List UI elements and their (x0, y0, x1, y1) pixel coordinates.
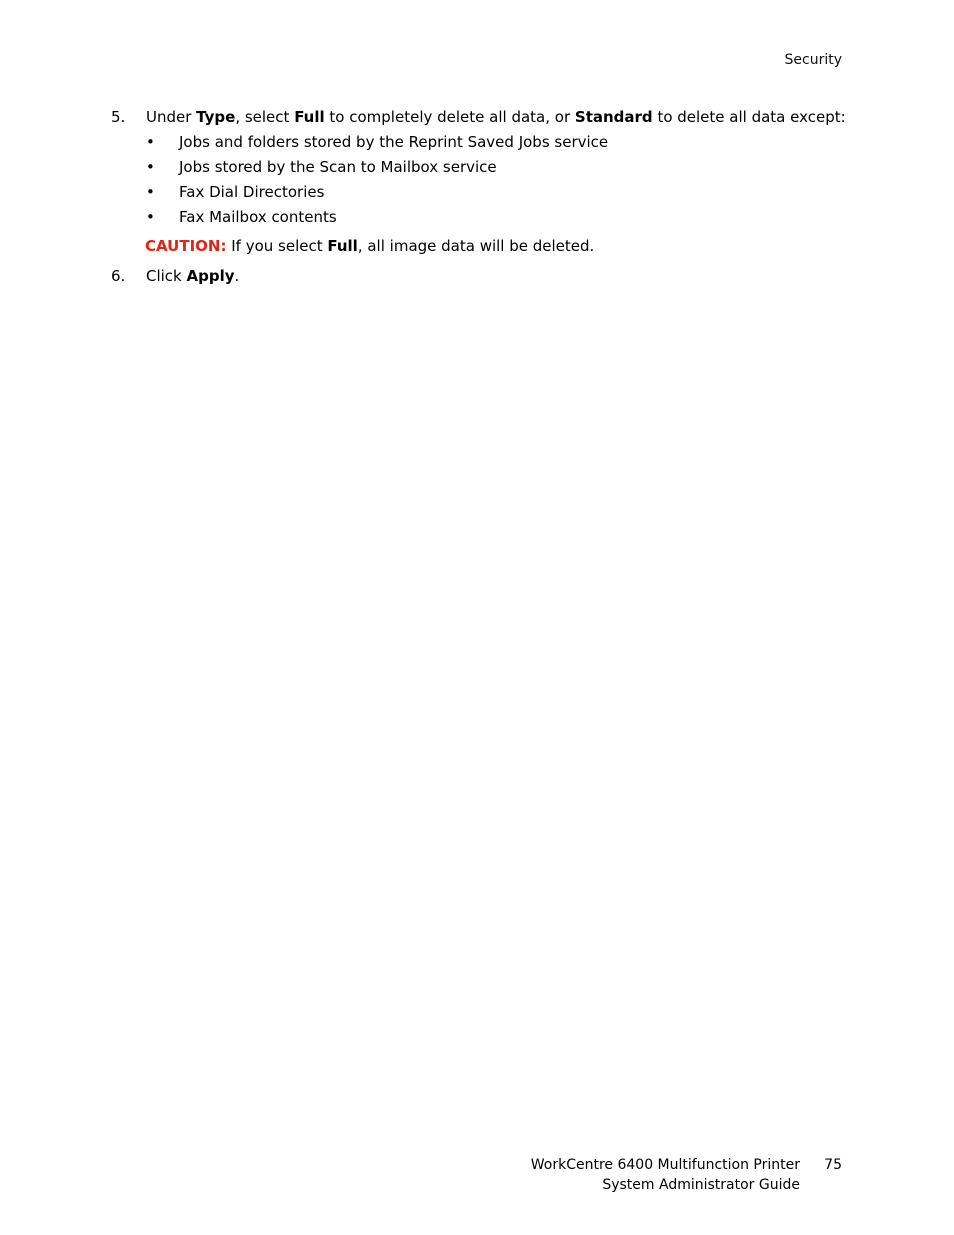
running-header-section: Security (784, 52, 842, 68)
list-item (145, 157, 608, 182)
bullet-icon: • (146, 158, 155, 176)
caution-note (145, 236, 594, 256)
list-item-text: Fax Dial Directories (179, 183, 325, 201)
list-item (145, 182, 608, 207)
text-run: Click (146, 267, 187, 285)
footer-guide: System Administrator Guide (602, 1177, 800, 1193)
text-run: If you select (226, 237, 328, 255)
page-number: 75 (824, 1157, 842, 1173)
text-run: Under (146, 108, 197, 126)
ui-term-full: Full (327, 237, 358, 255)
step-number: 6. (111, 267, 126, 285)
list-item-text: Fax Mailbox contents (179, 208, 337, 226)
ui-term-standard: Standard (574, 108, 653, 126)
list-item (145, 132, 608, 157)
ui-term-full: Full (294, 108, 325, 126)
text-run: to delete all data except: (652, 108, 846, 126)
bullet-icon: • (146, 183, 155, 201)
list-item (145, 207, 608, 232)
list-item-text: Jobs stored by the Scan to Mailbox service (179, 158, 497, 176)
caution-label: CAUTION: (145, 237, 227, 255)
text-run: , select (235, 108, 295, 126)
bullet-icon: • (146, 208, 155, 226)
footer-product: WorkCentre 6400 Multifunction Printer (530, 1157, 800, 1173)
bullet-icon: • (146, 133, 155, 151)
list-item-text: Jobs and folders stored by the Reprint Saved Jobs service (179, 133, 609, 151)
step-text (146, 107, 846, 127)
step-text (146, 266, 239, 286)
text-run: , all image data will be deleted. (357, 237, 595, 255)
ui-term-apply: Apply (186, 267, 235, 285)
text-run: . (234, 267, 240, 285)
except-list (145, 132, 608, 232)
step-number: 5. (111, 108, 126, 126)
footer-title (531, 1155, 800, 1195)
ui-term-type: Type (196, 108, 236, 126)
text-run: to completely delete all data, or (324, 108, 575, 126)
